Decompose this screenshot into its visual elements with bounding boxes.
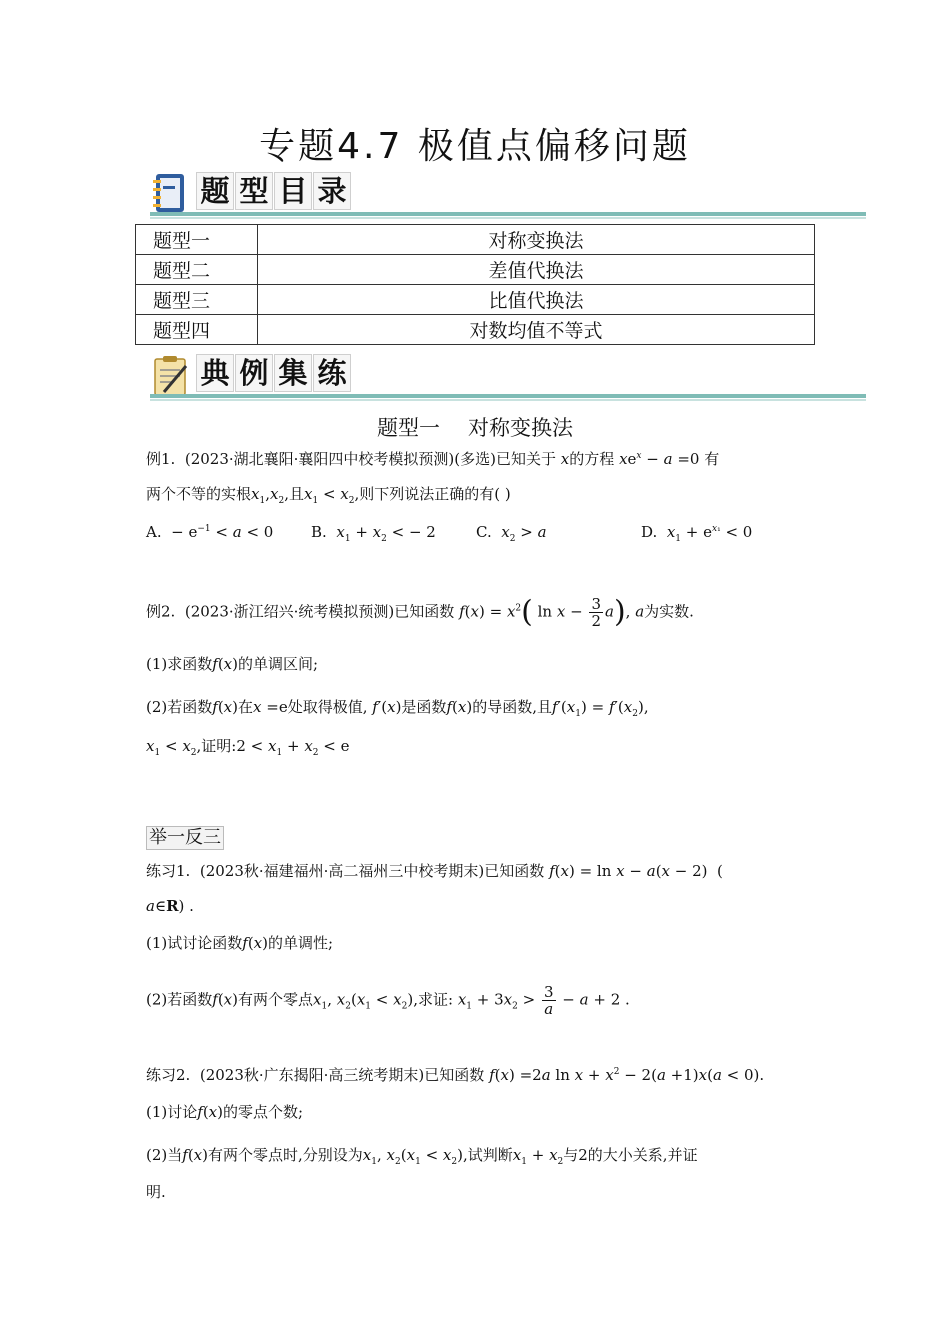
table-row: 题型四 对数均值不等式 (136, 315, 815, 345)
banner-rule (150, 394, 866, 398)
example-2-line-1: 例2. (2023·浙江绍兴·统考模拟预测)已知函数 $f(x) = x^2$( ln x − $\frac{3}{2}$ a), a为实数. (146, 594, 694, 630)
example-2-q2-cont: $x_1 < x_2$,证明:2 < $x_1 + x_2 < e$ (146, 737, 350, 758)
practice-1-q1: (1)试讨论函数f(x)的单调性; (146, 934, 334, 952)
practice-1-line-2: a∈R) . (146, 897, 194, 915)
example-2-q1: (1)求函数f(x)的单调区间; (146, 655, 319, 673)
toc-table (135, 224, 815, 345)
option-d[interactable]: D. $x_1 + e^{x_1} < 0$ (641, 523, 753, 544)
example-1-line-1: 例1. (2023·湖北襄阳·襄阳四中校考模拟预测)(多选)已知关于 x的方程 $xe^x - a =0$ 有 (146, 450, 720, 468)
table-row: 题型三 比值代换法 (136, 285, 815, 315)
practice-2-line-1: 练习2. (2023秋·广东揭阳·高三统考期末)已知函数 f(x) =2a $\ln x + x^2 - 2(a +1)x(a < 0)$. (146, 1066, 765, 1084)
practice-2-q2: (2)当f(x)有两个零点时,分别设为$x_1$, $x_2(x_1 < x_2)$,试判断$x_1 + x_2$与2的大小关系,并证 (146, 1146, 698, 1167)
example-1-line-2: 两个不等的实根$x_1,x_2$,且$x_1 < x_2$,则下列说法正确的有( ) (146, 485, 511, 506)
example-2-q2: (2)若函数f(x)在x =e处取得极值, f′(x)是函数f(x)的导函数,且$f'(x_1) = f'(x_2)$, (146, 698, 649, 719)
practice-1-line-1: 练习1. (2023秋·福建福州·高二福州三中校考期末)已知函数 f(x) = ln x − a(x − 2) ( (146, 862, 723, 880)
option-a[interactable]: A. − $e^{-1} < a < 0$ (146, 523, 274, 541)
practice-1-q2: (2)若函数f(x)有两个零点$x_1$, $x_2(x_1 < x_2)$,求证: $x_1 + 3x_2$ > $\frac{3}{a}$ − a + 2 . (146, 983, 630, 1018)
practice-tag: 举一反三 (146, 826, 224, 850)
banner-rule (150, 212, 866, 216)
option-b[interactable]: B. $x_1 + x_2$ < − 2 (311, 523, 436, 544)
examples-banner-label: 典 例 集 练 (196, 354, 352, 390)
page-title: 专题4.7 极值点偏移问题 (259, 126, 691, 167)
notebook-icon (150, 172, 190, 216)
table-row: 题型一 对称变换法 (136, 225, 815, 255)
practice-2-q2-cont: 明. (146, 1183, 166, 1201)
table-row: 题型二 差值代换法 (136, 255, 815, 285)
option-c[interactable]: C. $x_2 > a$ (476, 523, 547, 544)
practice-2-q1: (1)讨论f(x)的零点个数; (146, 1103, 304, 1121)
section-heading: 题型一 对称变换法 (377, 416, 573, 440)
clipboard-pen-icon (150, 354, 190, 398)
toc-banner-label: 题 型 目 录 (196, 172, 352, 208)
